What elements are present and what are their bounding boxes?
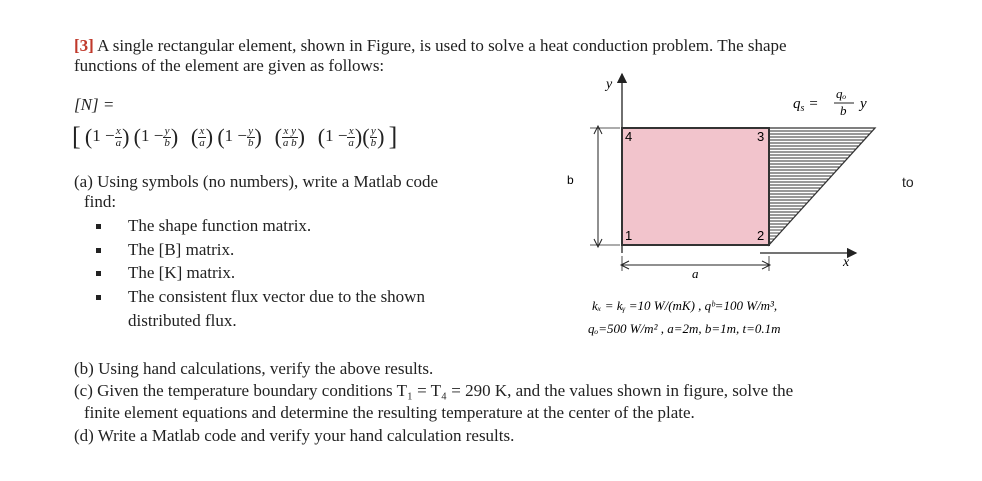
bullet-marker [96,271,101,276]
matrix-right-bracket: ] [388,122,398,151]
matrix-left-bracket: [ [72,122,81,151]
bullet-item-4: The consistent flux vector due to the shown [128,287,425,306]
n3-frac-xy-ab: $\frac{\text{x y}}{\text{a b}}$ [282,124,297,149]
bullet-marker [96,224,101,229]
part-a-line2: find: [84,192,117,211]
node-4: 4 [625,129,633,144]
intro-text: A single rectangular element, shown in Figure, is used to solve a heat conduction problem. The shape [93,36,787,55]
bullet-item-3: The [K] matrix. [128,263,236,282]
plate-element [622,128,769,245]
n4-frac-y-b: $\frac{y}{b}$ [370,124,377,149]
flux-fraction-num: qₒ [836,86,847,101]
part-c-line2: finite element equations and determine the resulting temperature at the center of the plate. [84,403,695,422]
node-1: 1 [625,228,633,243]
bullet-marker [96,248,101,253]
part-d: (d) Write a Matlab code and verify your hand calculation results. [74,426,515,445]
n2-frac-x-a: $\frac{x}{a}$ [199,124,205,149]
problem-intro-line1 [74,36,787,56]
plate-figure [560,68,900,350]
problem-intro-line2: functions of the element are given as follows: [74,56,385,75]
dim-b-label: b [567,173,574,187]
dim-a-label: a [692,266,699,281]
shape-function-matrix: [ (1 − $\frac{x}{a}$ ) (1 − $\frac{y}{b}$ ) ( $\frac{x}{a}$ ) (1 − $\frac{y}{b}$ ) ( $\frac{\text{x y}}{\text{a b}}$ ) (1 − $\frac{x}{a}$ )( $\frac{y}{b}$ ) ] [72,122,398,151]
part-a-line1: (a) Using symbols (no numbers), write a Matlab code [74,172,438,191]
y-axis-label: y [606,77,613,92]
part-a-to: to [902,174,914,190]
node-2: 2 [757,228,765,243]
bullet-marker [96,295,101,300]
bullet-item-2: The [B] matrix. [128,240,235,259]
node-3: 3 [757,129,765,144]
part-c-line1: (c) Given the temperature boundary conditions T₁ = T₄ = 290 K, and the values shown in figure, solve the [74,381,794,400]
bullet-item-4-cont: distributed flux. [128,311,237,330]
flux-label: $q_s$ = [793,96,819,114]
flux-y: y [860,96,867,112]
n-matrix-label: [N] = [74,95,115,114]
bullet-item-1: The shape function matrix. [128,216,312,235]
properties-line1: kₓ = kᵧ =10 W/(mK) , qᵇ=100 W/m³, [592,298,778,313]
n1-one-minus: 1 − [92,125,115,145]
properties-line2: qₒ=500 W/m² , a=2m, b=1m, t=0.1m [588,321,781,336]
problem-number: [3] [74,36,94,55]
distributed-flux [769,128,875,245]
frac-y-b: $\frac{y}{b}$ [164,124,170,149]
frac-x-a: $\frac{x}{a}$ [115,124,122,149]
part-b: (b) Using hand calculations, verify the above results. [74,359,434,378]
flux-fraction-den: b [840,103,847,118]
x-axis-label: x [843,255,850,270]
